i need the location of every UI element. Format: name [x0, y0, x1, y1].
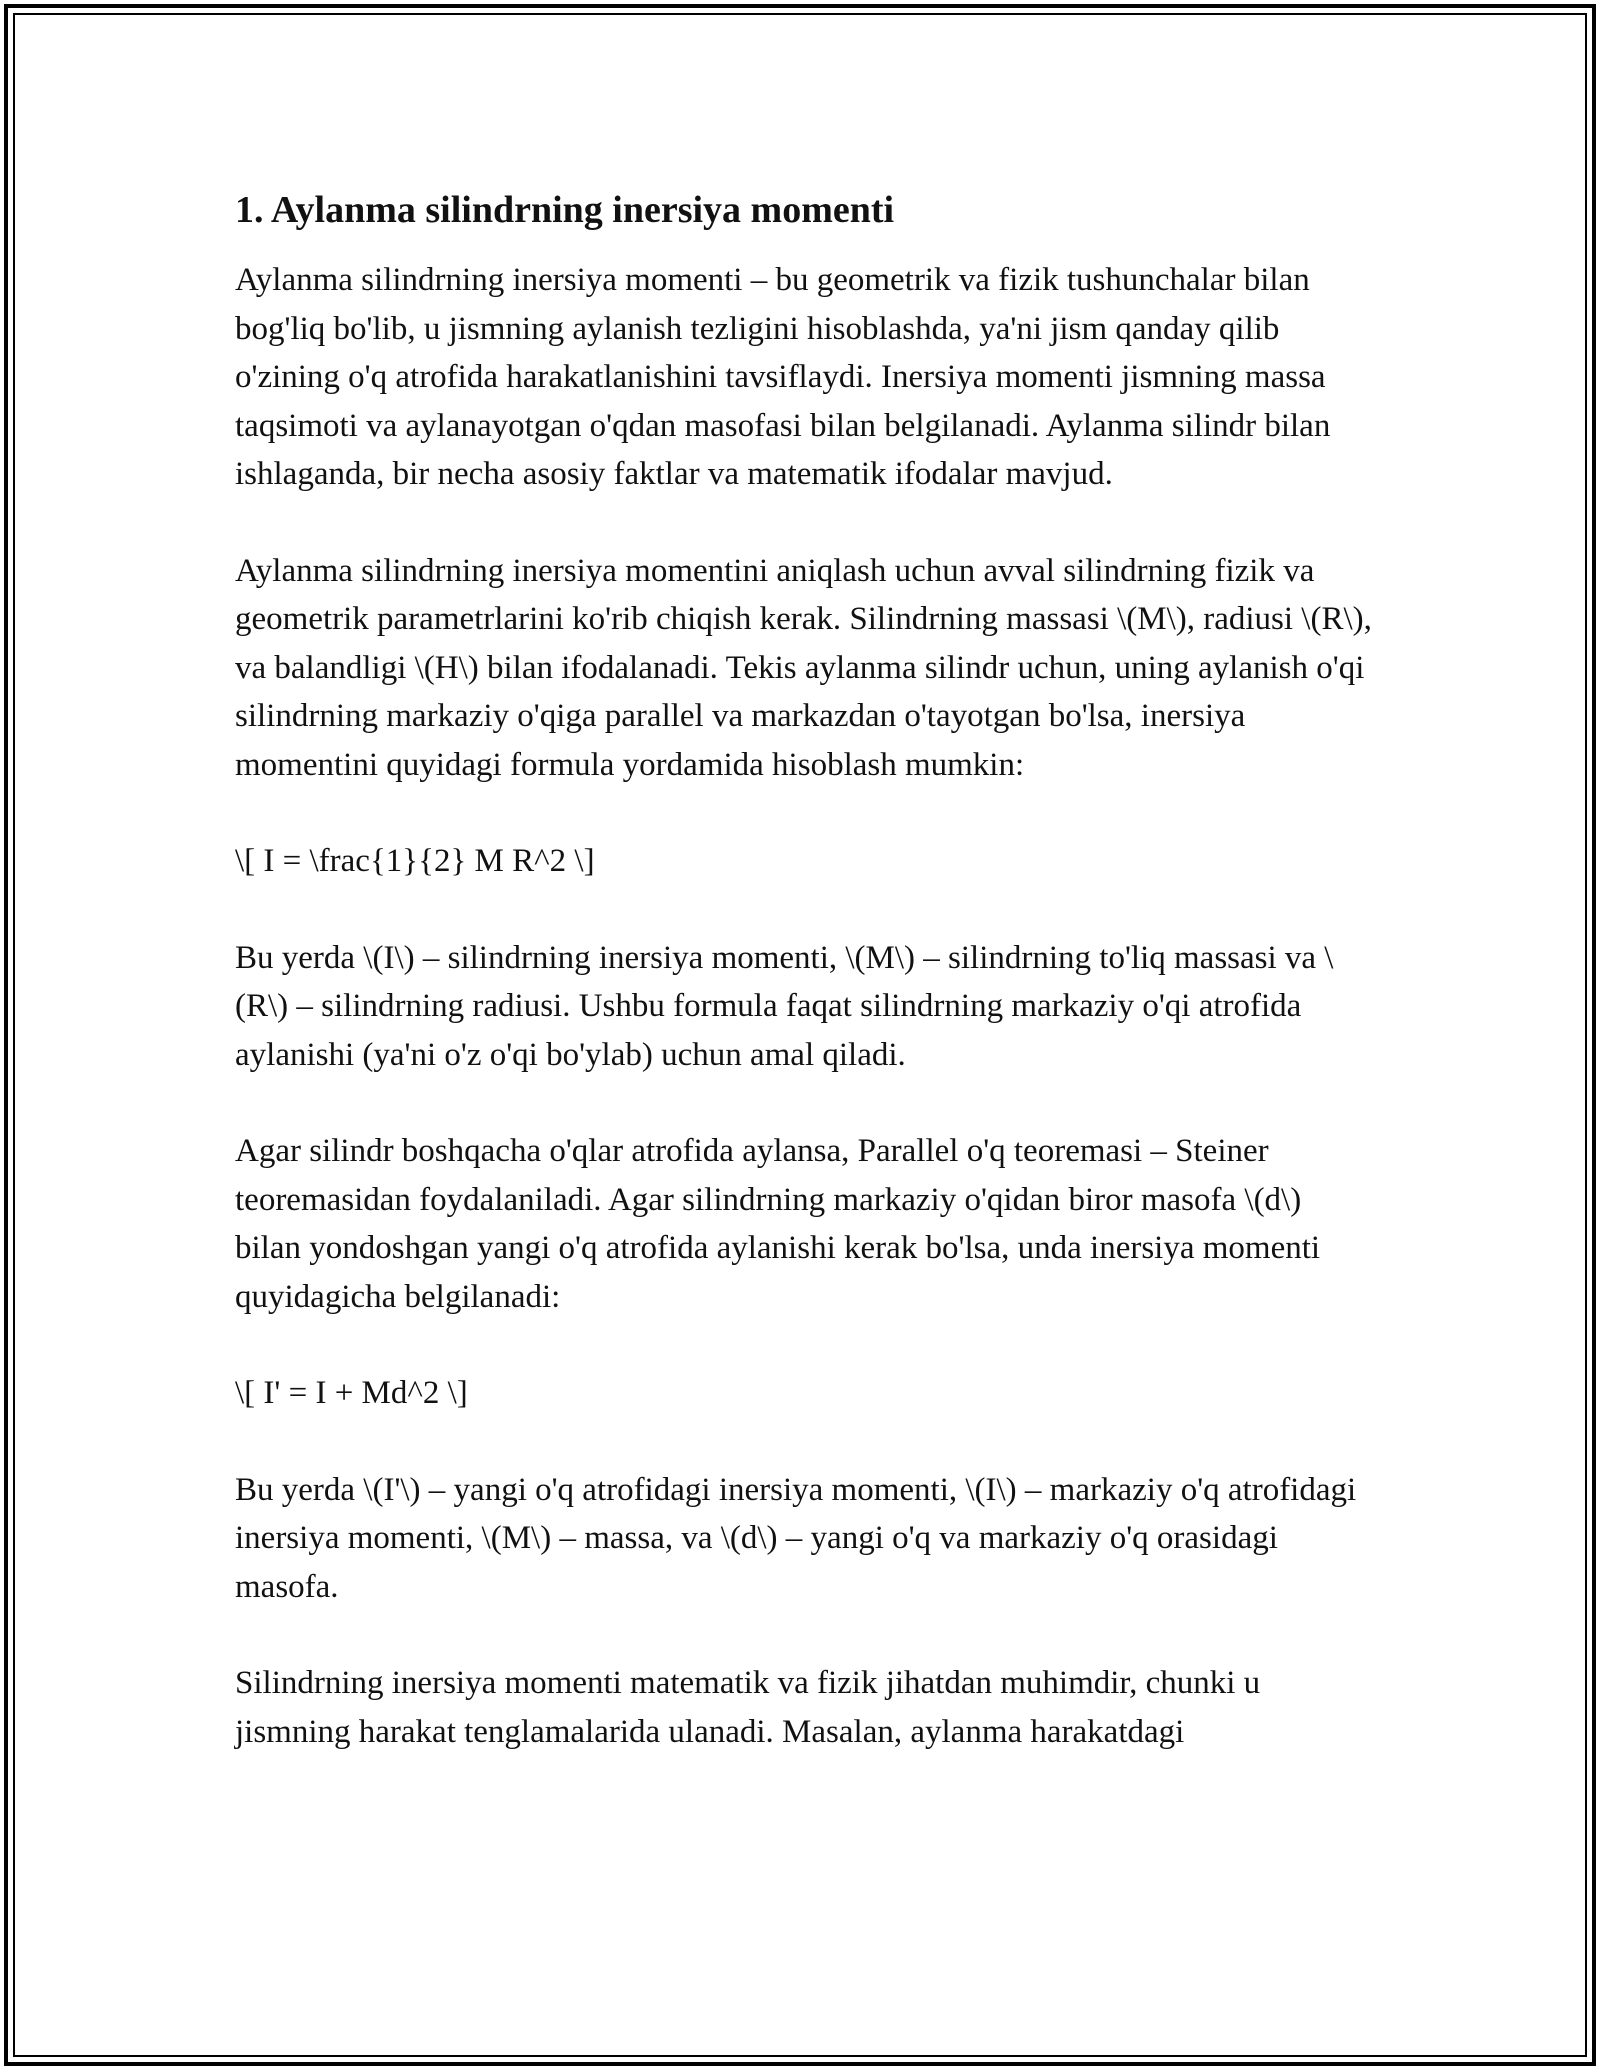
paragraph-steiner-variables: Bu yerda \(I'\) – yangi o'q atrofidagi inersiya momenti, \(I\) – markaziy o'q atrofidagi inersiya momenti, \(M\) – massa, va \(d\) – yangi o'q va markaziy o'q orasidagi masofa.: [235, 1471, 1357, 1605]
formula-inertia: \[ I = \frac{1}{2} M R^2 \]: [235, 843, 595, 879]
paragraph-steiner: Agar silindr boshqacha o'qlar atrofida aylansa, Parallel o'q teoremasi – Steiner teoremasidan foydalaniladi. Agar silindrning markaziy o'qidan biror masofa \(d\) bilan yondoshgan yangi o'q atrofida aylanishi kerak bo'lsa, unda inersiya momenti quyidagicha belgilanadi:: [235, 1133, 1321, 1315]
section-heading: 1. Aylanma silindrning inersiya momenti: [235, 189, 895, 231]
paragraph-intro: Aylanma silindrning inersiya momenti – bu geometrik va fizik tushunchalar bilan bog'liq bo'lib, u jismning aylanish tezligini hisoblashda, ya'ni jism qanday qilib o'zining o'q atrofida harakatlanishini tavsiflaydi. Inersiya momenti jismning massa taqsimoti va aylanayotgan o'qdan masofasi bilan belgilanadi. Aylanma silindr bilan ishlaganda, bir necha asosiy faktlar va matematik ifodalar mavjud.: [235, 262, 1331, 492]
paragraph-importance: Silindrning inersiya momenti matematik va fizik jihatdan muhimdir, chunki u jismning harakat tenglamalarida ulanadi. Masalan, aylanma harakatdagi: [235, 1665, 1261, 1750]
formula-steiner: \[ I' = I + Md^2 \]: [235, 1375, 468, 1411]
paragraph-variables: Bu yerda \(I\) – silindrning inersiya momenti, \(M\) – silindrning to'liq massasi va \(R\) – silindrning radiusi. Ushbu formula faqat silindrning markaziy o'qi atrofida aylanishi (ya'ni o'z o'qi bo'ylab) uchun amal qiladi.: [235, 939, 1334, 1073]
document-body: [235, 186, 1375, 1804]
paragraph-parameters: Aylanma silindrning inersiya momentini aniqlash uchun avval silindrning fizik va geometrik parametrlarini ko'rib chiqish kerak. Silindrning massasi \(M\), radiusi \(R\), va balandligi \(H\) bilan ifodalanadi. Tekis aylanma silindr uchun, uning aylanish o'qi silindrning markaziy o'qiga parallel va markazdan o'tayotgan bo'lsa, inersiya momentini quyidagi formula yordamida hisoblash mumkin:: [235, 552, 1372, 783]
